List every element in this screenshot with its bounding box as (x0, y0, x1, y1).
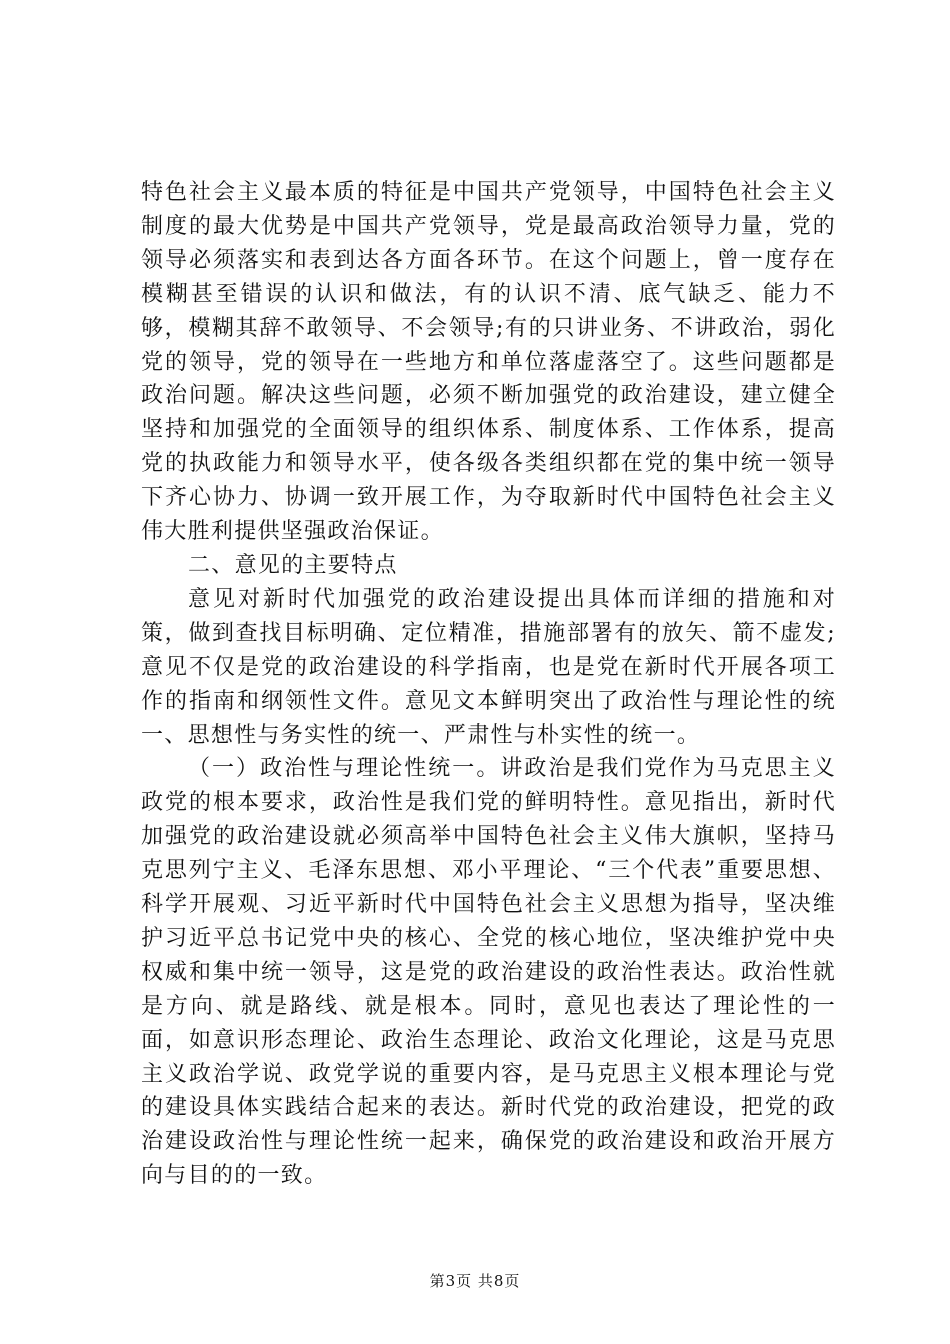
paragraph-political-theory: （一）政治性与理论性统一。讲政治是我们党作为马克思主义政党的根本要求，政治性是我们党的鲜明特性。意见指出，新时代加强党的政治建设就必须高举中国特色社会主义伟大旗帜，坚持马克思列宁主义、毛泽东思想、邓小平理论、“三个代表”重要思想、科学开展观、习近平新时代中国特色社会主义思想为指导，坚决维护习近平总书记党中央的核心、全党的核心地位，坚决维护党中央权威和集中统一领导，这是党的政治建设的政治性表达。政治性就是方向、就是路线、就是根本。同时，意见也表达了理论性的一面，如意识形态理论、政治生态理论、政治文化理论，这是马克思主义政治学说、政党学说的重要内容，是马克思主义根本理论与党的建设具体实践结合起来的表达。新时代党的政治建设，把党的政治建设政治性与理论性统一起来，确保党的政治建设和政治开展方向与目的的一致。 (141, 756, 836, 1189)
page-number: 第3页 共8页 (429, 1272, 521, 1290)
paragraph-continuation: 特色社会主义最本质的特征是中国共产党领导，中国特色社会主义制度的最大优势是中国共产党领导，党是最高政治领导力量，党的领导必须落实和表到达各方面各环节。在这个问题上，曾一度存在模糊甚至错误的认识和做法，有的认识不清、底气缺乏、能力不够，模糊其辞不敢领导、不会领导;有的只讲业务、不讲政治，弱化党的领导，党的领导在一些地方和单位落虚落空了。这些问题都是政治问题。解决这些问题，必须不断加强党的政治建设，建立健全坚持和加强党的全面领导的组织体系、制度体系、工作体系，提高党的执政能力和领导水平，使各级各类组织都在党的集中统一领导下齐心协力、协调一致开展工作，为夺取新时代中国特色社会主义伟大胜利提供坚强政治保证。 (141, 180, 836, 545)
document-body (141, 176, 836, 1193)
paragraph-features: 意见对新时代加强党的政治建设提出具体而详细的措施和对策，做到查找目标明确、定位精准，措施部署有的放矢、箭不虚发;意见不仅是党的政治建设的科学指南，也是党在新时代开展各项工作的指南和纲领性文件。意见文本鲜明突出了政治性与理论性的统一、思想性与务实性的统一、严肃性与朴实性的统一。 (141, 586, 836, 748)
section-heading: 二、意见的主要特点 (188, 552, 398, 578)
